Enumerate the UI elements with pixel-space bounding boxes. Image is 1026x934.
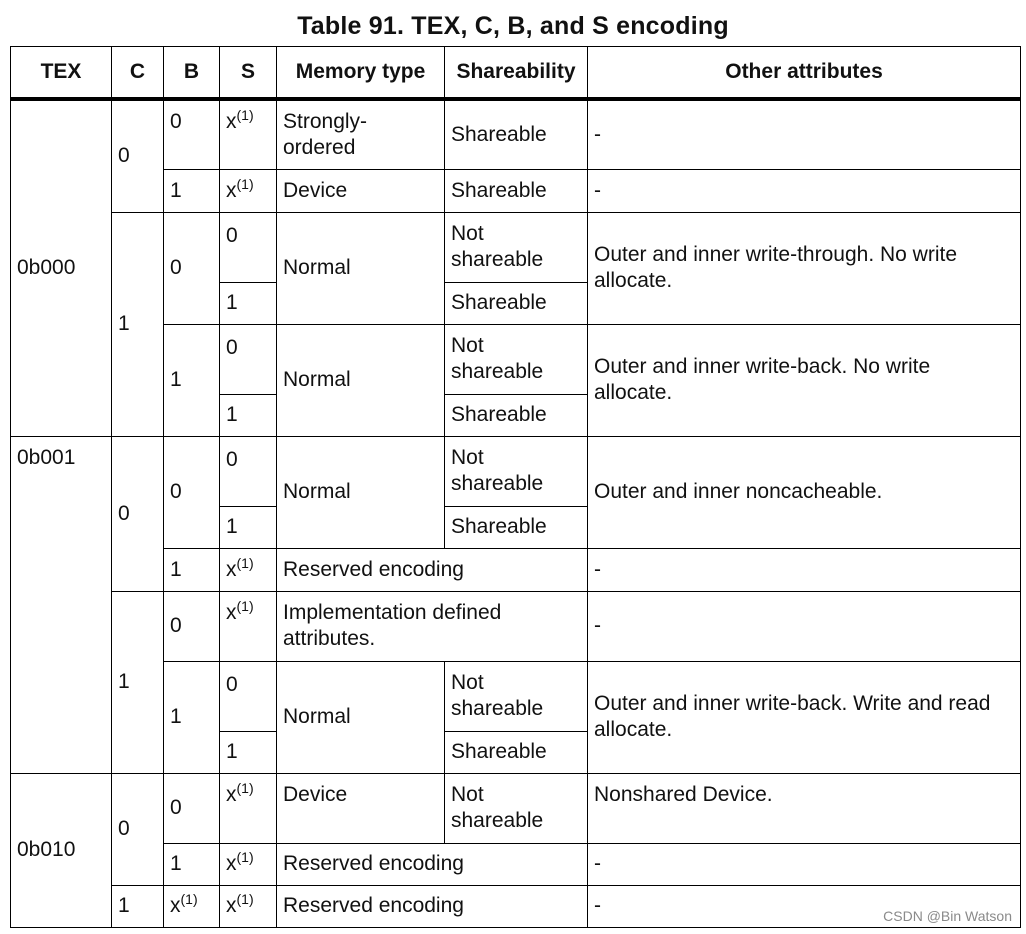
c-cell: 1 [112, 885, 164, 927]
s-value: x [226, 557, 237, 581]
memory-type-cell: Device [277, 169, 445, 212]
s-value: x [226, 782, 237, 806]
c-cell: 0 [112, 436, 164, 591]
footnote-marker: (1) [236, 175, 254, 192]
table-row [11, 591, 1021, 661]
b-cell: 1 [164, 548, 220, 591]
attributes-cell: Outer and inner noncacheable. [588, 436, 1021, 548]
table-row [11, 212, 1021, 282]
attributes-cell: Outer and inner write-back. No write allocate. [588, 324, 1021, 436]
footnote-marker: (1) [236, 554, 254, 571]
shareability-cell: Not shareable [445, 212, 588, 282]
attributes-cell: - [588, 169, 1021, 212]
b-cell: 0 [164, 591, 220, 661]
tex-cell: 0b000 [11, 99, 112, 436]
s-cell [220, 591, 277, 661]
b-cell: 1 [164, 843, 220, 885]
memory-type-cell: Implementation defined attributes. [277, 591, 588, 661]
memory-type-cell: Reserved encoding [277, 843, 588, 885]
shareability-cell: Shareable [445, 169, 588, 212]
table-row [11, 436, 1021, 506]
b-cell: 1 [164, 169, 220, 212]
memory-type-cell: Strongly-ordered [277, 99, 445, 169]
s-cell: 0 [220, 661, 277, 731]
footnote-marker: (1) [236, 891, 254, 907]
header-row [11, 47, 1021, 100]
watermark: CSDN @Bin Watson [883, 908, 1012, 924]
header-shareability: Shareability [445, 47, 588, 100]
footnote-marker: (1) [236, 597, 254, 614]
b-cell: 1 [164, 661, 220, 773]
shareability-cell: Shareable [445, 506, 588, 548]
attributes-cell: - [588, 843, 1021, 885]
s-cell: 0 [220, 324, 277, 394]
s-value: x [226, 110, 237, 133]
header-tex: TEX [11, 47, 112, 100]
s-value: x [226, 852, 237, 875]
s-cell: 0 [220, 436, 277, 506]
s-cell: 1 [220, 731, 277, 773]
footnote-marker: (1) [236, 107, 254, 123]
c-cell: 0 [112, 773, 164, 885]
b-cell: 0 [164, 436, 220, 548]
attributes-cell: - [588, 548, 1021, 591]
attributes-cell: - [588, 99, 1021, 169]
s-cell: 0 [220, 212, 277, 282]
table-title: Table 91. TEX, C, B, and S encoding [297, 12, 729, 40]
c-cell: 1 [112, 591, 164, 773]
c-cell: 1 [112, 212, 164, 436]
s-cell [220, 773, 277, 843]
shareability-cell: Shareable [445, 731, 588, 773]
memory-type-cell: Reserved encoding [277, 548, 588, 591]
s-cell: 1 [220, 394, 277, 436]
shareability-cell: Not shareable [445, 436, 588, 506]
header-c: C [112, 47, 164, 100]
tex-cell: 0b001 [11, 436, 112, 773]
memory-type-cell: Normal [277, 212, 445, 324]
header-other-attributes: Other attributes [588, 47, 1021, 100]
s-value: x [226, 600, 237, 624]
tex-cell: 0b010 [11, 773, 112, 927]
s-cell [220, 548, 277, 591]
shareability-cell: Shareable [445, 282, 588, 324]
shareability-cell: Not shareable [445, 773, 588, 843]
b-cell: 1 [164, 324, 220, 436]
memory-type-cell: Reserved encoding [277, 885, 588, 927]
header-b: B [164, 47, 220, 100]
shareability-cell: Shareable [445, 99, 588, 169]
s-cell [220, 169, 277, 212]
memory-type-cell: Normal [277, 324, 445, 436]
shareability-cell: Shareable [445, 394, 588, 436]
memory-type-cell: Normal [277, 661, 445, 773]
table-row [11, 773, 1021, 843]
memory-type-cell: Device [277, 773, 445, 843]
s-cell [220, 843, 277, 885]
b-value: x [170, 894, 181, 917]
memory-type-cell: Normal [277, 436, 445, 548]
b-cell [164, 885, 220, 927]
shareability-cell: Not shareable [445, 661, 588, 731]
table-row [11, 99, 1021, 169]
s-cell: 1 [220, 282, 277, 324]
attributes-cell: - [588, 885, 1021, 927]
b-cell: 0 [164, 773, 220, 843]
s-cell [220, 99, 277, 169]
b-cell: 0 [164, 212, 220, 324]
header-memory-type: Memory type [277, 47, 445, 100]
encoding-table [10, 46, 1021, 928]
attributes-cell: - [588, 591, 1021, 661]
s-cell: 1 [220, 506, 277, 548]
header-s: S [220, 47, 277, 100]
table-row [11, 885, 1021, 927]
shareability-cell: Not shareable [445, 324, 588, 394]
footnote-marker: (1) [236, 849, 254, 865]
s-cell [220, 885, 277, 927]
attributes-cell: Outer and inner write-back. Write and read allocate. [588, 661, 1021, 773]
c-cell: 0 [112, 99, 164, 212]
footnote-marker: (1) [180, 891, 198, 907]
attributes-cell: Nonshared Device. [588, 773, 1021, 843]
s-value: x [226, 178, 237, 202]
footnote-marker: (1) [236, 779, 254, 796]
b-cell: 0 [164, 99, 220, 169]
attributes-cell: Outer and inner write-through. No write allocate. [588, 212, 1021, 324]
s-value: x [226, 894, 237, 917]
